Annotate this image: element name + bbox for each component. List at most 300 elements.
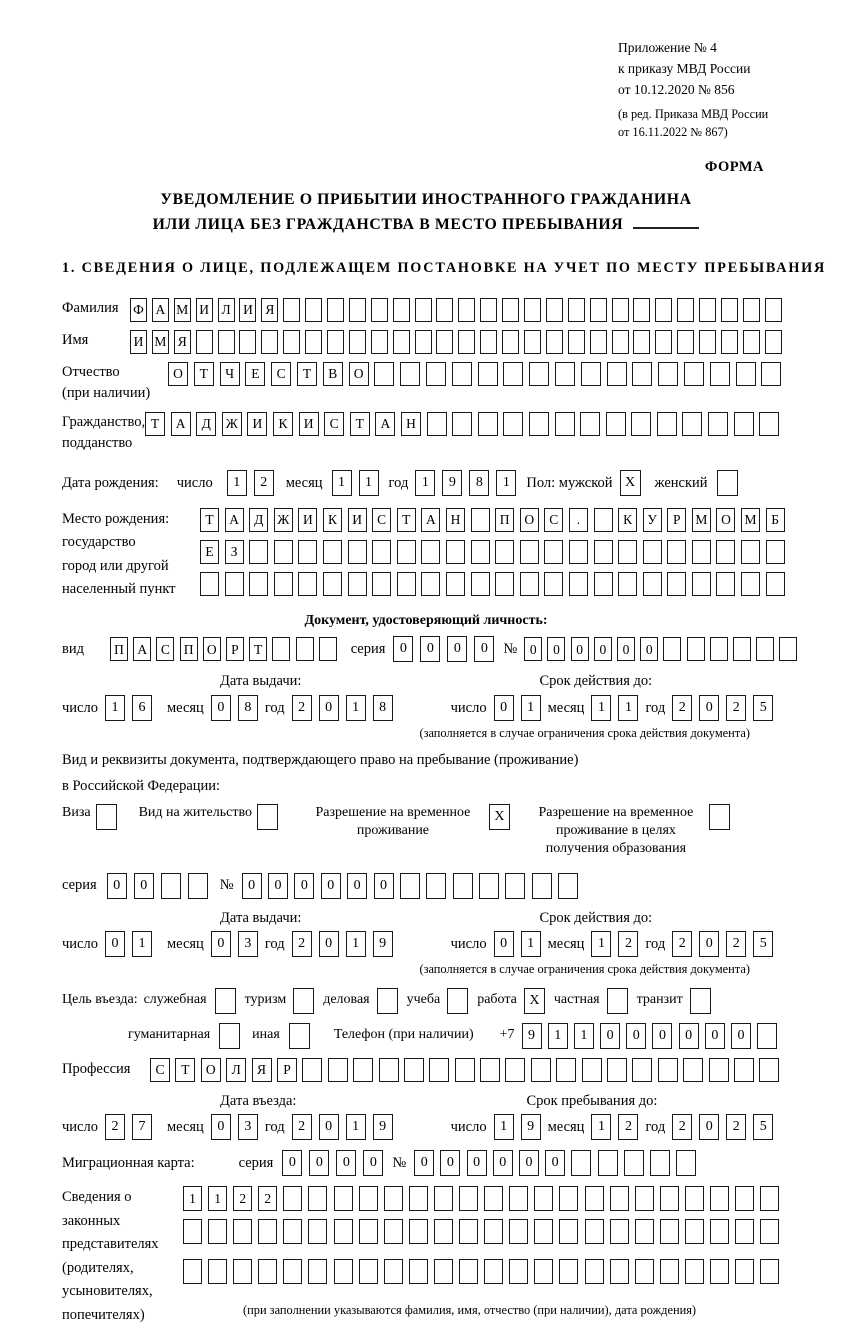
entry-day-cells (105, 1114, 152, 1140)
char-cell (393, 330, 410, 354)
char-cell (736, 362, 756, 386)
char-cell (569, 540, 588, 564)
char-cell (760, 1259, 779, 1284)
char-cell (334, 1186, 353, 1211)
char-cell: И (130, 330, 147, 354)
char-cell: И (196, 298, 213, 322)
char-cell (421, 572, 440, 596)
char-cell (610, 1186, 629, 1211)
char-cell: 1 (346, 931, 366, 957)
option-residence-permit: Вид на жительство (139, 804, 278, 830)
char-cell: Т (297, 362, 317, 386)
char-cell (650, 1150, 670, 1176)
char-cell (741, 572, 760, 596)
char-cell (323, 540, 342, 564)
char-cell (377, 988, 398, 1014)
char-cell: Я (174, 330, 191, 354)
char-cell (606, 412, 626, 436)
char-cell (274, 572, 293, 596)
sex-male-checkbox (620, 470, 641, 496)
purpose-work-checkbox (524, 988, 545, 1014)
char-cell (436, 298, 453, 322)
char-cell: Н (401, 412, 421, 436)
char-cell (568, 330, 585, 354)
char-cell: Л (218, 298, 235, 322)
profession-cells (150, 1058, 779, 1082)
char-cell (359, 1186, 378, 1211)
char-cell: 5 (753, 695, 773, 721)
char-cell (532, 873, 552, 899)
char-cell (409, 1186, 428, 1211)
char-cell (397, 540, 416, 564)
char-cell (384, 1259, 403, 1284)
resident-options-row (62, 804, 790, 859)
char-cell (161, 873, 181, 899)
identity-date-headers (62, 672, 790, 691)
char-cell (283, 330, 300, 354)
char-cell: 1 (105, 695, 125, 721)
char-cell (779, 637, 797, 661)
char-cell (632, 362, 652, 386)
char-cell (348, 572, 367, 596)
char-cell (585, 1186, 604, 1211)
char-cell (757, 1023, 777, 1049)
char-cell (349, 330, 366, 354)
identity-doc-heading: Документ, удостоверяющий личность: (304, 613, 548, 629)
char-cell (308, 1186, 327, 1211)
resident-valid-date: число 0 1 месяц 1 2 год 2 0 2 5 (451, 931, 774, 957)
char-cell (455, 1058, 475, 1082)
sex-female-label: женский (654, 474, 708, 491)
char-cell (632, 1058, 652, 1082)
char-cell: 1 (521, 695, 541, 721)
char-cell (710, 1219, 729, 1244)
char-cell: О (168, 362, 188, 386)
char-cell (453, 873, 473, 899)
char-cell (505, 873, 525, 899)
purpose-humanitarian-checkbox (219, 1023, 240, 1049)
birth-year-cells (415, 470, 516, 496)
char-cell: 0 (640, 637, 658, 661)
char-cell (765, 298, 782, 322)
char-cell (546, 298, 563, 322)
char-cell (559, 1219, 578, 1244)
char-cell (233, 1219, 252, 1244)
char-cell: 3 (238, 1114, 258, 1140)
char-cell (716, 540, 735, 564)
char-cell: 1 (346, 1114, 366, 1140)
char-cell: С (544, 508, 563, 532)
char-cell (334, 1219, 353, 1244)
char-cell: М (174, 298, 191, 322)
char-cell (372, 572, 391, 596)
char-cell: С (324, 412, 344, 436)
char-cell (393, 298, 410, 322)
char-cell: 0 (494, 695, 514, 721)
legal-reference-line: к приказу МВД России (618, 60, 751, 76)
char-cell (709, 1058, 729, 1082)
char-cell: 1 (574, 1023, 594, 1049)
char-cell (741, 540, 760, 564)
char-cell: Я (252, 1058, 272, 1082)
forma-label: ФОРМА (704, 158, 764, 175)
char-cell: 1 (591, 695, 611, 721)
issue-year-cells (292, 695, 393, 721)
char-cell: М (741, 508, 760, 532)
char-cell: 0 (600, 1023, 620, 1049)
profession-row (62, 1058, 790, 1082)
char-cell: 0 (414, 1150, 434, 1176)
char-cell: К (618, 508, 637, 532)
char-cell: С (150, 1058, 170, 1082)
char-cell: 0 (617, 637, 635, 661)
char-cell (503, 412, 523, 436)
char-cell (529, 362, 549, 386)
legal-reference-line: от 10.12.2020 № 856 (618, 81, 735, 97)
issue-month-cells (211, 931, 258, 957)
char-cell (717, 470, 738, 496)
char-cell (743, 330, 760, 354)
residence-permit-checkbox (257, 804, 278, 830)
char-cell (735, 1219, 754, 1244)
char-cell (733, 637, 751, 661)
char-cell: 2 (258, 1186, 277, 1211)
representatives-cells-row1 (183, 1186, 779, 1211)
char-cell (426, 362, 446, 386)
char-cell: 1 (332, 470, 352, 496)
char-cell: 0 (420, 636, 440, 662)
birthplace-cells-row3 (200, 572, 785, 596)
purpose-business-checkbox (215, 988, 236, 1014)
char-cell (436, 330, 453, 354)
char-cell (594, 508, 613, 532)
valid-day-cells (494, 695, 541, 721)
char-cell: 0 (652, 1023, 672, 1049)
entry-year-cells (292, 1114, 393, 1140)
identity-issue-date: число 1 6 месяц 0 8 год 2 0 1 8 (62, 695, 393, 721)
char-cell: А (375, 412, 395, 436)
char-cell (734, 1058, 754, 1082)
char-cell (208, 1219, 227, 1244)
char-cell (426, 873, 446, 899)
purpose-transit-checkbox (690, 988, 711, 1014)
char-cell: У (643, 508, 662, 532)
char-cell (353, 1058, 373, 1082)
resident-seriya-row: серия 0 0 № 0 0 0 0 0 0 (62, 873, 790, 899)
legal-reference-block (618, 38, 850, 142)
resident-issue-date: число 0 1 месяц 0 3 год 2 0 1 9 (62, 931, 393, 957)
char-cell: 5 (753, 1114, 773, 1140)
char-cell: Л (226, 1058, 246, 1082)
char-cell (692, 540, 711, 564)
form-title-line2: ИЛИ ЛИЦА БЕЗ ГРАЖДАНСТВА В МЕСТО ПРЕБЫВАНИЯ (152, 215, 624, 233)
issue-year-cells (292, 931, 393, 957)
char-cell (478, 362, 498, 386)
char-cell: 6 (132, 695, 152, 721)
char-cell (690, 988, 711, 1014)
birth-month-cells (332, 470, 379, 496)
char-cell (682, 412, 702, 436)
char-cell (534, 1186, 553, 1211)
char-cell: Ф (130, 298, 147, 322)
char-cell: О (349, 362, 369, 386)
char-cell (708, 412, 728, 436)
char-cell (283, 1259, 302, 1284)
char-cell (348, 540, 367, 564)
temp-residence-checkbox (489, 804, 510, 830)
char-cell (635, 1259, 654, 1284)
char-cell (509, 1259, 528, 1284)
stay-year-cells (672, 1114, 773, 1140)
option-temp-residence-education: Разрешение на временное проживание в целях получения образования (528, 804, 730, 859)
char-cell (721, 298, 738, 322)
char-cell (618, 572, 637, 596)
char-cell (283, 1186, 302, 1211)
identity-dates-row (62, 695, 790, 721)
char-cell: 1 (227, 470, 247, 496)
char-cell: Б (766, 508, 785, 532)
char-cell (458, 330, 475, 354)
visa-checkbox (96, 804, 117, 830)
char-cell (479, 873, 499, 899)
char-cell (509, 1219, 528, 1244)
char-cell (635, 1219, 654, 1244)
char-cell (531, 1058, 551, 1082)
char-cell: Е (200, 540, 219, 564)
char-cell (374, 362, 394, 386)
char-cell (505, 1058, 525, 1082)
char-cell (502, 330, 519, 354)
char-cell: 0 (105, 931, 125, 957)
restriction-note: (заполняется в случае ограничения срока действия документа) (419, 726, 750, 741)
purpose-study-checkbox (447, 988, 468, 1014)
char-cell (555, 362, 575, 386)
char-cell: 1 (183, 1186, 202, 1211)
char-cell (735, 1186, 754, 1211)
patronymic-row (62, 362, 790, 404)
char-cell: Т (350, 412, 370, 436)
purpose-private-checkbox (607, 988, 628, 1014)
purpose-commercial-checkbox (377, 988, 398, 1014)
char-cell (219, 1023, 240, 1049)
char-cell: В (323, 362, 343, 386)
char-cell (734, 412, 754, 436)
char-cell: М (692, 508, 711, 532)
char-cell (261, 330, 278, 354)
char-cell (658, 1058, 678, 1082)
char-cell: С (271, 362, 291, 386)
char-cell: А (133, 637, 151, 661)
char-cell: С (372, 508, 391, 532)
char-cell: 5 (753, 931, 773, 957)
char-cell (434, 1219, 453, 1244)
char-cell: Я (261, 298, 278, 322)
doc-type-cells (110, 637, 337, 661)
char-cell (459, 1259, 478, 1284)
char-cell: 1 (132, 931, 152, 957)
birthplace-label: Место рождения: государство город или другой населенный пункт (62, 510, 176, 598)
char-cell: 1 (591, 1114, 611, 1140)
char-cell (555, 412, 575, 436)
char-cell (677, 330, 694, 354)
char-cell (446, 540, 465, 564)
char-cell (568, 298, 585, 322)
char-cell (323, 572, 342, 596)
char-cell (607, 362, 627, 386)
purpose-tourism-checkbox (293, 988, 314, 1014)
char-cell (607, 1058, 627, 1082)
char-cell (249, 540, 268, 564)
phone-label: Телефон (при наличии) (333, 1027, 474, 1043)
char-cell (607, 988, 628, 1014)
char-cell (660, 1186, 679, 1211)
char-cell (249, 572, 268, 596)
char-cell: 0 (319, 695, 339, 721)
char-cell (710, 637, 728, 661)
char-cell (580, 412, 600, 436)
char-cell (544, 572, 563, 596)
char-cell (239, 330, 256, 354)
char-cell: 0 (545, 1150, 565, 1176)
char-cell (384, 1219, 403, 1244)
option-temp-residence: Разрешение на временное проживание X (302, 804, 510, 840)
char-cell (434, 1259, 453, 1284)
char-cell: 0 (268, 873, 288, 899)
char-cell: 0 (347, 873, 367, 899)
char-cell: 0 (374, 873, 394, 899)
char-cell (478, 412, 498, 436)
char-cell: 0 (594, 637, 612, 661)
char-cell (283, 1219, 302, 1244)
char-cell (544, 540, 563, 564)
char-cell (633, 330, 650, 354)
char-cell (683, 1058, 703, 1082)
char-cell (305, 330, 322, 354)
entry-date: число 2 7 месяц 0 3 год 2 0 1 9 (62, 1114, 393, 1140)
char-cell: 0 (571, 637, 589, 661)
valid-year-cells (672, 931, 773, 957)
char-cell (397, 572, 416, 596)
char-cell: 3 (238, 931, 258, 957)
identity-valid-date: число 0 1 месяц 1 1 год 2 0 2 5 (451, 695, 774, 721)
char-cell: 2 (618, 931, 638, 957)
char-cell: 9 (521, 1114, 541, 1140)
char-cell: И (299, 412, 319, 436)
char-cell: 2 (726, 695, 746, 721)
char-cell (458, 298, 475, 322)
char-cell: 2 (726, 1114, 746, 1140)
char-cell (559, 1259, 578, 1284)
char-cell (685, 1219, 704, 1244)
char-cell: 0 (699, 931, 719, 957)
char-cell (520, 540, 539, 564)
char-cell: И (247, 412, 267, 436)
char-cell: П (180, 637, 198, 661)
char-cell: 0 (493, 1150, 513, 1176)
name-row (62, 330, 790, 354)
migration-number-cells (414, 1150, 696, 1176)
char-cell (716, 572, 735, 596)
char-cell (657, 412, 677, 436)
char-cell (495, 572, 514, 596)
legal-reference-edit-line: от 16.11.2022 № 867) (618, 125, 728, 140)
char-cell (509, 1186, 528, 1211)
char-cell (699, 298, 716, 322)
issue-date-header: Дата выдачи: (220, 673, 302, 690)
char-cell (524, 330, 541, 354)
char-cell (484, 1186, 503, 1211)
char-cell (272, 637, 290, 661)
char-cell: 0 (731, 1023, 751, 1049)
char-cell (298, 540, 317, 564)
char-cell: Р (277, 1058, 297, 1082)
char-cell: 7 (132, 1114, 152, 1140)
char-cell: Д (249, 508, 268, 532)
resident-doc-line2: в Российской Федерации: (62, 778, 221, 795)
migration-card-row: Миграционная карта: серия 0 0 0 0 № 0 0 0 0 0 0 (62, 1150, 790, 1176)
char-cell (709, 804, 730, 830)
purpose-row2: гуманитарная иная Телефон (при наличии) +7 9 1 1 0 0 0 0 0 0 (62, 1023, 790, 1049)
stay-until-header: Срок пребывания до: (526, 1092, 658, 1109)
migration-card-label: Миграционная карта: (62, 1154, 195, 1171)
sex-female-checkbox (717, 470, 738, 496)
char-cell (624, 1150, 644, 1176)
char-cell (594, 540, 613, 564)
char-cell (484, 1259, 503, 1284)
char-cell (721, 330, 738, 354)
char-cell (735, 1259, 754, 1284)
char-cell (677, 298, 694, 322)
char-cell (183, 1259, 202, 1284)
representatives-row (62, 1186, 790, 1327)
char-cell (503, 362, 523, 386)
char-cell (760, 1219, 779, 1244)
char-cell (590, 330, 607, 354)
char-cell: Д (196, 412, 216, 436)
char-cell (684, 362, 704, 386)
char-cell: 2 (105, 1114, 125, 1140)
char-cell (404, 1058, 424, 1082)
char-cell: О (520, 508, 539, 532)
representatives-cells-stack (183, 1186, 779, 1318)
char-cell: К (273, 412, 293, 436)
char-cell (384, 1186, 403, 1211)
char-cell (612, 298, 629, 322)
identity-doc-row: вид П А С П О Р Т серия 0 0 0 0 № 0 0 0 0 0 0 (62, 636, 790, 662)
birthdate-label: Дата рождения: (62, 474, 159, 491)
char-cell (258, 1259, 277, 1284)
char-cell (484, 1219, 503, 1244)
char-cell: 2 (618, 1114, 638, 1140)
issue-day-cells (105, 931, 152, 957)
char-cell (667, 540, 686, 564)
char-cell (208, 1259, 227, 1284)
resident-number-cells (242, 873, 579, 899)
char-cell (710, 1259, 729, 1284)
char-cell (409, 1259, 428, 1284)
char-cell (334, 1259, 353, 1284)
char-cell (495, 540, 514, 564)
char-cell (760, 1186, 779, 1211)
valid-until-header: Срок действия до: (539, 909, 653, 926)
birthdate-row: Дата рождения: число 1 2 месяц 1 1 год 1 9 8 1 Пол: мужской X женский (62, 470, 790, 496)
char-cell (218, 330, 235, 354)
char-cell: З (225, 540, 244, 564)
char-cell: И (239, 298, 256, 322)
char-cell: 9 (373, 1114, 393, 1140)
char-cell (459, 1219, 478, 1244)
char-cell: 2 (672, 695, 692, 721)
